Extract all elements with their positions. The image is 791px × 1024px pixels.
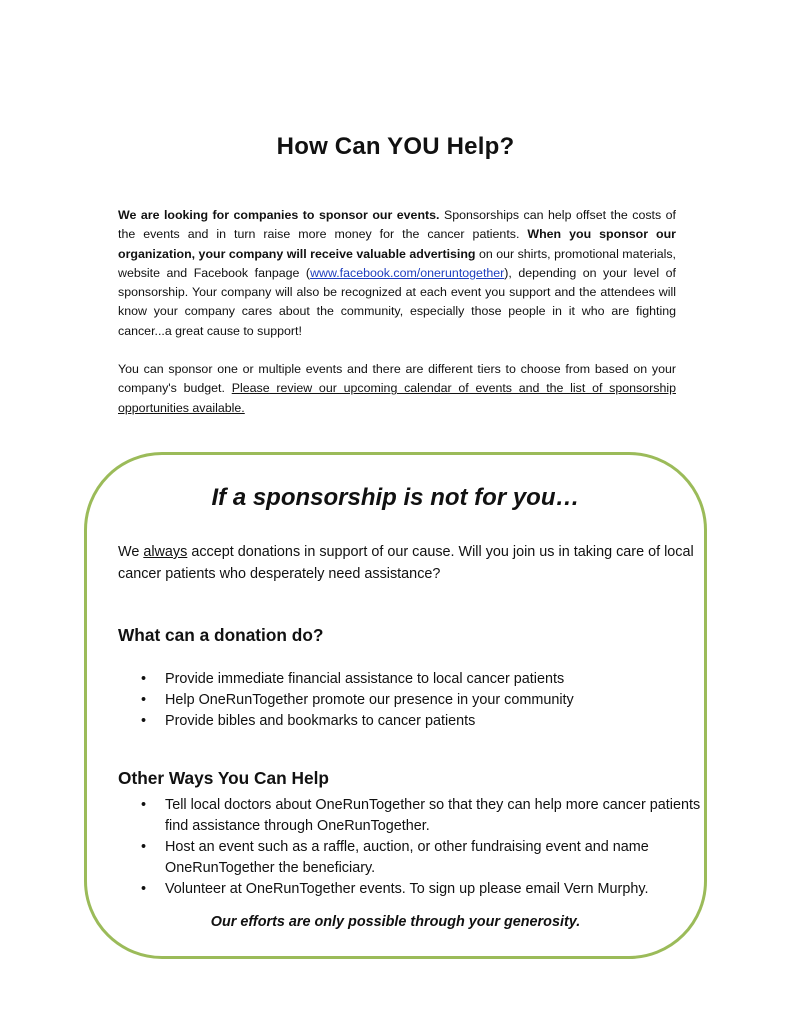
bullet-icon: • [141,881,147,897]
donation-paragraph [118,541,703,585]
list-item-text: Help OneRunTogether promote our presence in your community [165,692,574,708]
list-item-text: Volunteer at OneRunTogether events. To sign up please email Vern Murphy. [165,881,649,897]
closing-statement: Our efforts are only possible through your generosity. [210,914,581,930]
intro-bold-2: When you sponsor our organization, your company will receive valuable advertising [118,227,676,261]
intro-paragraph-1 [118,206,676,341]
bullet-icon: • [141,713,147,729]
intro-bold-1: We are looking for companies to sponsor our events. [118,208,440,222]
intro-p2-text: You can sponsor one or multiple events and there are different tiers to choose from based on your company's budget. [118,362,676,396]
intro-paragraph-2 [118,360,676,418]
list-item [118,690,703,711]
other-ways-list [118,795,703,900]
list-item-text: Provide bibles and bookmarks to cancer patients [165,713,476,729]
list-item-text: Tell local doctors about OneRunTogether so that they can help more cancer patients find assistance through OneRunTogether. [165,797,701,834]
intro-p2-underlined: Please review our upcoming calendar of events and the list of sponsorship opportunities available. [118,381,676,415]
list-item [118,879,703,900]
intro-text-3: ), depending on your level of sponsorship. Your company will also be recognized at each event you support and the attendees will know your company cares about the community, especially those people in it who are fighting cancer...a great cause to support! [118,265,676,338]
list-item-text: Provide immediate financial assistance to local cancer patients [165,671,565,687]
donation-always: always [143,544,188,560]
bullet-icon: • [141,797,147,813]
facebook-link[interactable]: www.facebook.com/oneruntogether [310,265,505,280]
bullet-icon: • [141,839,147,855]
list-item [118,711,703,732]
donation-after: accept donations in support of our cause. Will you join us in taking care of local cancer patients who desperately need assistance? [118,544,694,582]
page-title: How Can YOU Help? [276,133,515,160]
donation-intro [118,541,703,585]
box-heading: If a sponsorship is not for you… [211,484,580,511]
intro-section [118,206,676,418]
donation-list [118,669,703,732]
other-ways-heading: Other Ways You Can Help [118,768,329,788]
intro-text-1: Sponsorships can help offset the costs of the events and in turn raise more money for the cancer patients. [118,208,676,242]
intro-text-2: on our shirts, promotional materials, website and Facebook fanpage ( [118,246,676,280]
bullet-icon: • [141,692,147,708]
list-item [118,795,703,837]
list-item [118,669,703,690]
donation-heading: What can a donation do? [118,625,324,645]
list-item-text: Host an event such as a raffle, auction, or other fundraising event and name OneRunTogether the beneficiary. [165,839,649,876]
list-item [118,837,703,879]
bullet-icon: • [141,671,147,687]
donation-before: We [118,544,144,560]
